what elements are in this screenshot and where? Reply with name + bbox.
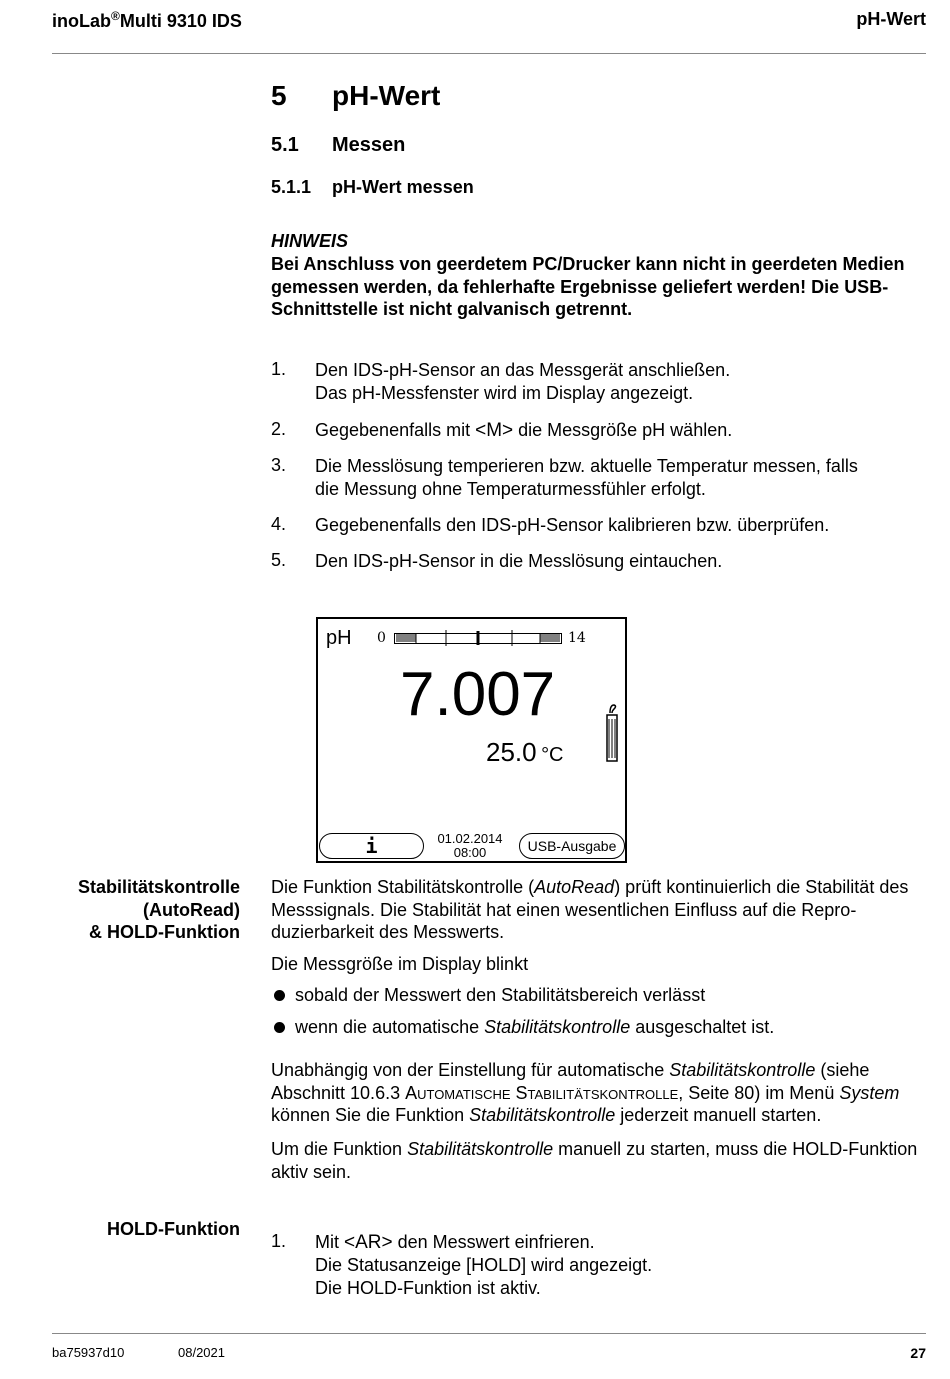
- text-emphasis: Stabilitätskontrolle: [669, 1060, 816, 1080]
- step-number: 1.: [271, 359, 287, 379]
- text-run: können Sie die Funktion: [271, 1105, 470, 1125]
- bullet-item: sobald der Messwert den Stabilitätsbereich verlässt: [295, 985, 706, 1005]
- text-run: Unabhängig von der Einstellung für automatische: [271, 1060, 670, 1080]
- chapter-title: pH-Wert: [332, 80, 441, 111]
- text-emphasis: Stabilitätskontrolle: [469, 1105, 616, 1125]
- step-line: [315, 1231, 652, 1254]
- step-line: Die HOLD-Funktion ist aktiv.: [315, 1278, 541, 1298]
- temperature-value: 25.0: [486, 737, 537, 767]
- step-text: [315, 359, 730, 405]
- step-line: Die Messlösung temperieren bzw. aktuelle Temperatur messen, falls: [315, 456, 858, 476]
- measured-value: 7.007: [400, 660, 556, 729]
- scale-min: 0: [377, 630, 386, 646]
- step-line: die Messung ohne Temperaturmessfühler erfolgt.: [315, 479, 706, 499]
- sidebar-line: & HOLD-Funktion: [89, 922, 240, 942]
- text-run: Um die Funktion: [271, 1139, 408, 1159]
- header-rule: [52, 53, 926, 54]
- text-run: , Seite 80) im Menü: [678, 1082, 840, 1103]
- note-title: HINWEIS: [271, 231, 349, 251]
- section-title: Messen: [332, 134, 406, 156]
- key-ar: <AR>: [344, 1232, 393, 1253]
- paragraph: Die Messgröße im Display blinkt: [271, 954, 529, 974]
- step-text: Gegebenenfalls den IDS-pH-Sensor kalibrieren bzw. überprüfen.: [315, 515, 830, 535]
- running-header-left: [52, 9, 242, 32]
- text-run: wenn die automatische: [295, 1017, 485, 1037]
- sidebar-heading-hold: HOLD-Funktion: [107, 1219, 240, 1239]
- step-text: [315, 1231, 652, 1300]
- softkey-usb-output: USB-Ausgabe: [519, 833, 625, 859]
- chapter-number: 5: [271, 80, 287, 111]
- product-model: Multi 9310 IDS: [119, 11, 242, 31]
- step-text: Den IDS-pH-Sensor in die Messlösung eintauchen.: [315, 551, 723, 571]
- step-text: [315, 419, 732, 442]
- paragraph: [271, 1059, 926, 1127]
- paragraph: [271, 876, 926, 944]
- device-display: [316, 617, 627, 863]
- document-date: 08/2021: [178, 1345, 225, 1360]
- key-m: <M>: [475, 420, 514, 441]
- subsection-number: 5.1.1: [271, 177, 312, 197]
- step-text: [315, 455, 858, 501]
- registered-mark: ®: [111, 9, 120, 23]
- sensor-status-icon: [604, 703, 620, 763]
- text-emphasis: Stabilitätskontrolle: [484, 1017, 631, 1037]
- text-run: (siehe Abschnitt 10.6.3: [271, 1060, 870, 1103]
- step-number: 3.: [271, 455, 287, 475]
- step-number: 4.: [271, 514, 287, 534]
- display-unit: pH: [326, 627, 352, 649]
- text-run: Mit: [315, 1232, 344, 1252]
- text-run: den Messwert einfrieren.: [392, 1232, 595, 1252]
- temperature-readout: [486, 737, 564, 768]
- section-number: 5.1: [271, 134, 299, 156]
- step-line: Die Statusanzeige [HOLD] wird angezeigt.: [315, 1255, 653, 1275]
- running-header-right: pH-Wert: [856, 9, 926, 29]
- text-emphasis: System: [839, 1082, 900, 1103]
- step-number: 2.: [271, 419, 287, 439]
- bullet-icon: [274, 1022, 285, 1033]
- display-time: 08:00: [453, 845, 487, 860]
- softkey-info: i: [319, 833, 424, 859]
- step-line: Das pH-Messfenster wird im Display angezeigt.: [315, 383, 694, 403]
- step-number: 1.: [271, 1231, 287, 1251]
- product-brand: inoLab: [52, 11, 111, 31]
- paragraph: [271, 1138, 926, 1183]
- scale-indicator: [477, 631, 480, 645]
- display-date: 01.02.2014: [437, 831, 503, 846]
- document-id: ba75937d10: [52, 1345, 125, 1360]
- text-run: ausgeschaltet ist.: [630, 1017, 775, 1037]
- text-run: jederzeit manuell starten.: [615, 1105, 822, 1125]
- text-run: Die Funktion Stabilitätskontrolle (: [271, 877, 535, 897]
- text-emphasis: AutoRead: [534, 877, 615, 897]
- bullet-icon: [274, 990, 285, 1001]
- note-text: Bei Anschluss von geerdetem PC/Drucker kann nicht in geerdeten Medien gemessen werden, da fehlerhafte Ergebnisse geliefert werden! Die USB-Schnittstelle ist nicht galvanisch getrennt.: [271, 254, 905, 319]
- cross-reference: Automatische Stabilitätskontrolle: [405, 1082, 679, 1103]
- scale-max: 14: [568, 630, 586, 646]
- text-run: manuell zu starten, muss die HOLD-Funktion aktiv sein.: [271, 1139, 918, 1182]
- step-number: 5.: [271, 550, 287, 570]
- page-number: 27: [910, 1345, 926, 1361]
- footer-rule: [52, 1333, 926, 1334]
- date-time: [426, 832, 514, 860]
- step-line: Den IDS-pH-Sensor an das Messgerät anschließen.: [315, 360, 731, 380]
- subsection-title: pH-Wert messen: [332, 177, 474, 197]
- sidebar-line: Stabilitätskontrolle: [77, 877, 240, 897]
- sidebar-heading-stability: [40, 876, 240, 944]
- step-text-part: die Messgröße pH wählen.: [513, 420, 733, 440]
- text-emphasis: Stabilitätskontrolle: [407, 1139, 554, 1159]
- ph-scale-bar: [394, 629, 564, 647]
- temperature-unit: °C: [541, 744, 564, 766]
- step-text-part: Gegebenenfalls mit: [315, 420, 476, 440]
- sidebar-line: (AutoRead): [143, 899, 240, 920]
- text-run: ) prüft kontinuierlich die Stabilität des Messsignals. Die Stabilität hat einen wesentlichen Einfluss auf die Reproduzierbarkeit des Messwerts.: [271, 877, 909, 942]
- bullet-item: [295, 1016, 915, 1039]
